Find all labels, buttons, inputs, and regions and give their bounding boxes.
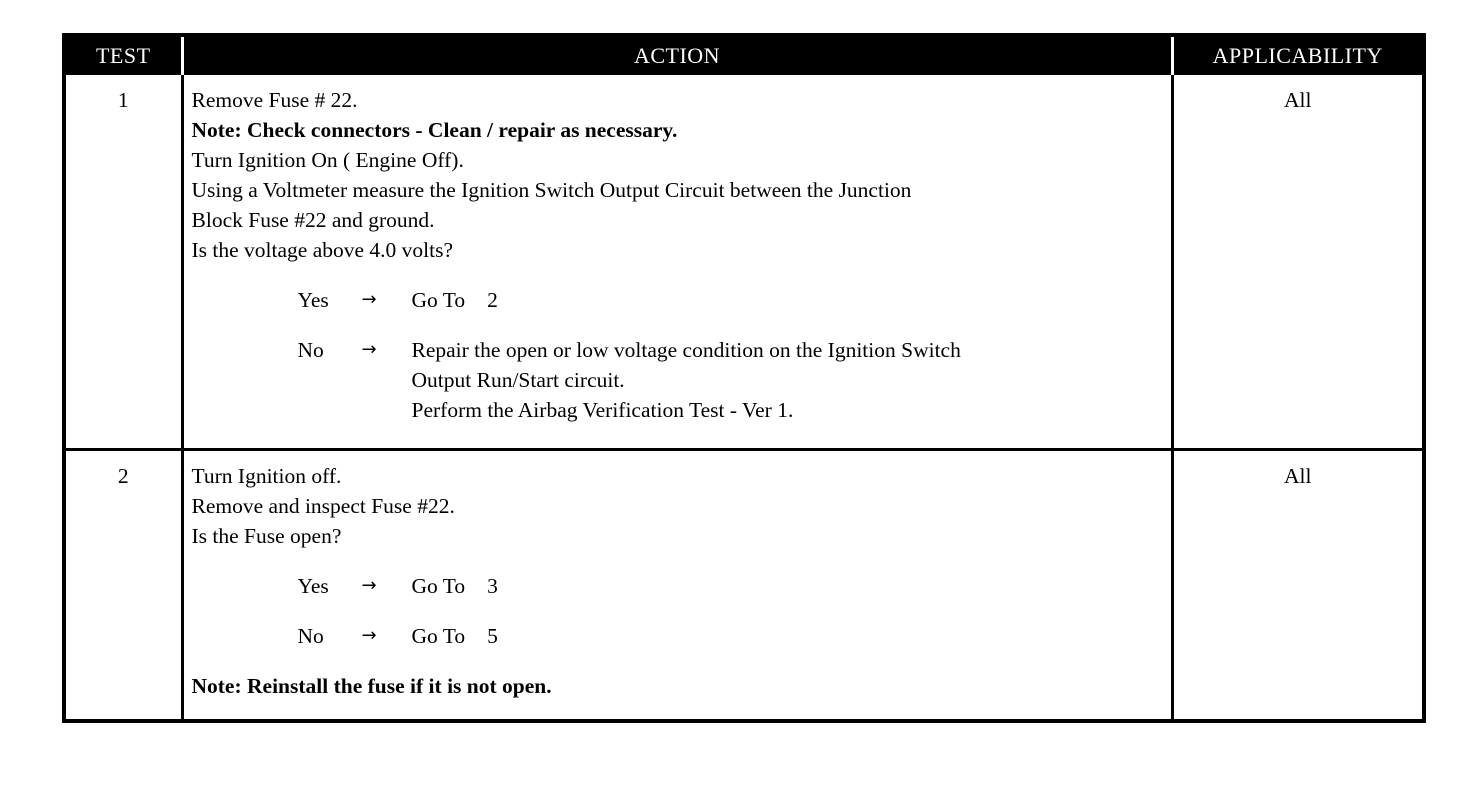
applicability-value: All: [1172, 75, 1424, 450]
goto-label: Go To: [411, 624, 466, 648]
test-number: 1: [64, 75, 182, 450]
table-row: [64, 450, 1424, 722]
yes-branch: [298, 571, 1167, 601]
action-cell: [182, 450, 1172, 722]
header-test: TEST: [64, 35, 182, 75]
yes-label: Yes: [297, 574, 329, 598]
no-result: [412, 335, 1167, 425]
action-note: Note: Reinstall the fuse if it is not open.: [191, 674, 552, 698]
diagnostic-test-table: [62, 33, 1426, 723]
goto-target: 3: [487, 574, 498, 598]
no-branch: [298, 621, 1167, 651]
arrow-icon: →: [361, 625, 377, 646]
no-result-line: Output Run/Start circuit.: [411, 368, 625, 392]
applicability-value: All: [1172, 450, 1424, 722]
arrow-icon: →: [361, 339, 377, 360]
yes-branch: [298, 285, 1167, 315]
table-row: [64, 75, 1424, 450]
goto-label: Go To: [411, 574, 466, 598]
action-line: Remove and inspect Fuse #22.: [191, 494, 455, 518]
goto-target: 2: [487, 288, 498, 312]
goto-target: 5: [487, 624, 498, 648]
action-question: Is the voltage above 4.0 volts?: [191, 238, 454, 262]
action-line: Using a Voltmeter measure the Ignition Switch Output Circuit between the Junction: [191, 178, 912, 202]
table-header-row: [64, 35, 1424, 75]
goto-instruction: [412, 571, 1167, 601]
header-applicability: APPLICABILITY: [1172, 35, 1424, 75]
yes-label: Yes: [297, 288, 329, 312]
action-question: Is the Fuse open?: [191, 524, 342, 548]
no-label: No: [297, 338, 324, 362]
action-line: Turn Ignition off.: [191, 464, 342, 488]
no-label: No: [297, 624, 324, 648]
goto-instruction: [412, 285, 1167, 315]
action-line: Block Fuse #22 and ground.: [191, 208, 435, 232]
goto-instruction: [412, 621, 1167, 651]
arrow-icon: →: [361, 289, 377, 310]
action-line: Turn Ignition On ( Engine Off).: [191, 148, 464, 172]
goto-label: Go To: [411, 288, 466, 312]
no-branch: [298, 335, 1167, 425]
arrow-icon: →: [361, 575, 377, 596]
test-number: 2: [64, 450, 182, 722]
action-cell: [182, 75, 1172, 450]
action-note: Note: Check connectors - Clean / repair as necessary.: [191, 118, 678, 142]
header-action: ACTION: [182, 35, 1172, 75]
no-result-line: Repair the open or low voltage condition on the Ignition Switch: [411, 338, 961, 362]
action-line: Remove Fuse # 22.: [191, 88, 358, 112]
no-result-line: Perform the Airbag Verification Test - Ver 1.: [411, 398, 794, 422]
